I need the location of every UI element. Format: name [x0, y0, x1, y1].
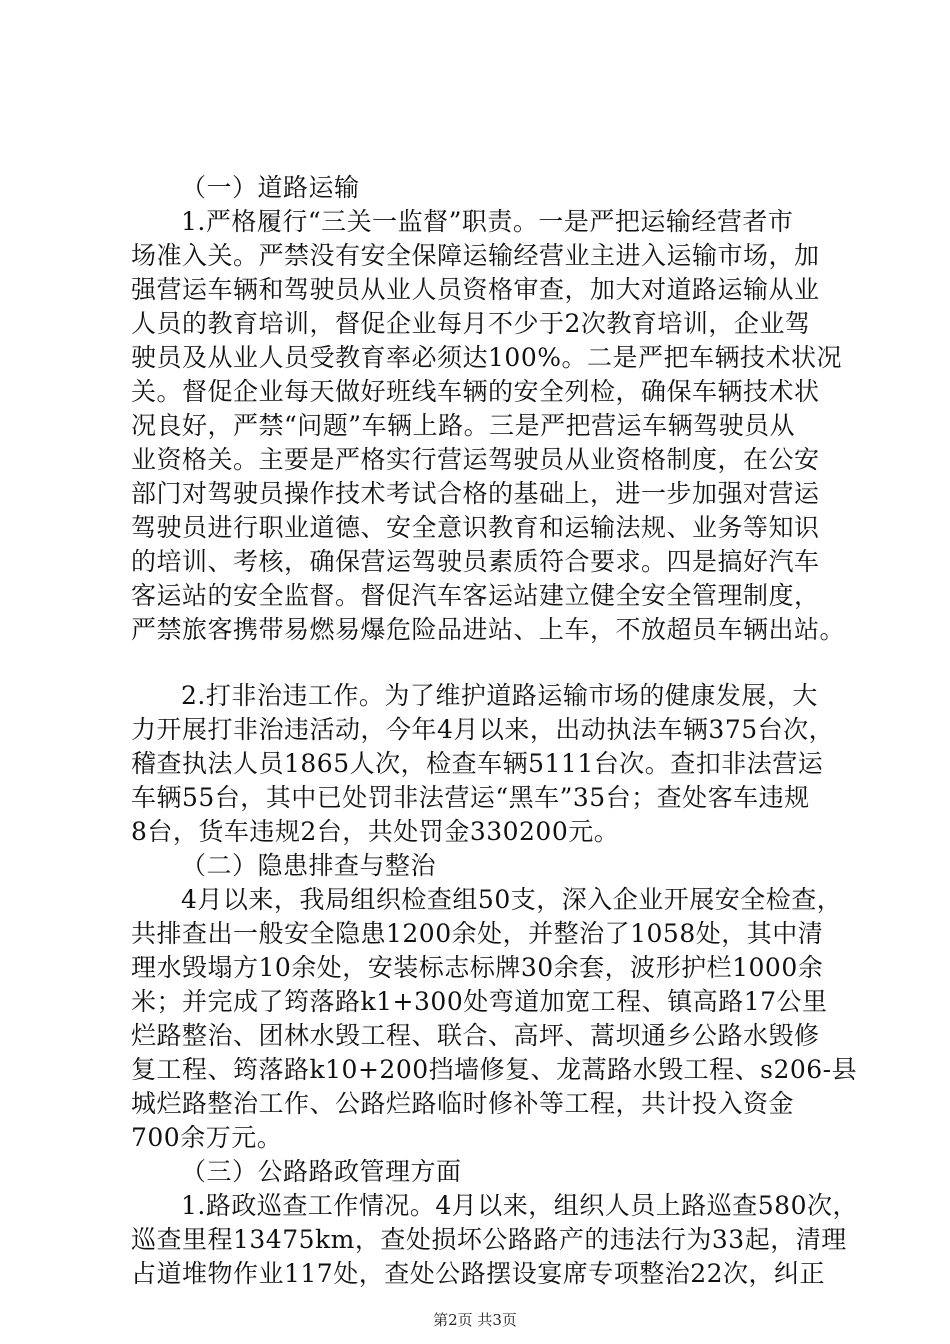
paragraph-line: 稽查执法人员1865人次，检查车辆5111台次。查扣非法营运 — [131, 749, 824, 778]
paragraph-line: 理水毁塌方10余处，安装标志标牌30余套，波形护栏1000余 — [131, 953, 824, 982]
paragraph-line: 部门对驾驶员操作技术考试合格的基础上，进一步加强对营运 — [131, 479, 820, 508]
section-heading-road-transport: （一）道路运输 — [181, 173, 360, 202]
paragraph-line: 强营运车辆和驾驶员从业人员资格审查，加大对道路运输从业 — [131, 275, 820, 304]
section-heading-hazard-inspection: （二）隐患排查与整治 — [181, 851, 437, 880]
paragraph-line: 1.严格履行“三关一监督”职责。一是严把运输经营者市 — [181, 207, 794, 236]
paragraph-line: 驾驶员进行职业道德、安全意识教育和运输法规、业务等知识 — [131, 513, 820, 542]
paragraph-line: 米；并完成了筠落路k1+300处弯道加宽工程、镇高路17公里 — [131, 987, 828, 1016]
paragraph-line: 驶员及从业人员受教育率必须达100%。二是严把车辆技术状况 — [131, 343, 842, 372]
paragraph-line: 烂路整治、团林水毁工程、联合、高坪、蒿坝通乡公路水毁修 — [131, 1021, 820, 1050]
paragraph-line: 况良好，严禁“问题”车辆上路。三是严把营运车辆驾驶员从 — [131, 411, 796, 440]
paragraph-line: 4月以来，我局组织检查组50支，深入企业开展安全检查， — [181, 885, 843, 914]
paragraph-line: 8台，货车违规2台，共处罚金330200元。 — [131, 817, 620, 846]
paragraph-line: 场准入关。严禁没有安全保障运输经营业主进入运输市场，加 — [131, 241, 820, 270]
paragraph-line: 复工程、筠落路k10+200挡墙修复、龙蒿路水毁工程、s206-县 — [131, 1055, 858, 1084]
paragraph-line: 力开展打非治违活动，今年4月以来，出动执法车辆375台次， — [131, 715, 835, 744]
paragraph-line: 1.路政巡查工作情况。4月以来，组织人员上路巡查580次， — [181, 1191, 858, 1220]
paragraph-line: 业资格关。主要是严格实行营运驾驶员从业资格制度，在公安 — [131, 445, 820, 474]
paragraph-line: 严禁旅客携带易燃易爆危险品进站、上车，不放超员车辆出站。 — [131, 615, 846, 644]
paragraph-line: 城烂路整治工作、公路烂路临时修补等工程，共计投入资金 — [131, 1089, 795, 1118]
section-heading-road-administration: （三）公路路政管理方面 — [181, 1157, 462, 1186]
paragraph-line: 2.打非治违工作。为了维护道路运输市场的健康发展，大 — [181, 681, 818, 710]
page-number-footer: 第2页 共3页 — [433, 1311, 517, 1329]
paragraph-line: 客运站的安全监督。督促汽车客运站建立健全安全管理制度， — [131, 581, 820, 610]
paragraph-line: 人员的教育培训，督促企业每月不少于2次教育培训，企业驾 — [131, 309, 811, 338]
paragraph-line: 共排查出一般安全隐患1200余处，并整治了1058处，其中清 — [131, 919, 824, 948]
paragraph-line: 占道堆物作业117处，查处公路摆设宴席专项整治22次，纠正 — [131, 1259, 826, 1288]
paragraph-line: 巡查里程13475km，查处损坏公路路产的违法行为33起，清理 — [131, 1225, 847, 1254]
paragraph-line: 700余万元。 — [131, 1123, 283, 1152]
paragraph-line: 关。督促企业每天做好班线车辆的安全列检，确保车辆技术状 — [131, 377, 820, 406]
paragraph-line: 的培训、考核，确保营运驾驶员素质符合要求。四是搞好汽车 — [131, 547, 820, 576]
paragraph-line: 车辆55台，其中已处罚非法营运“黑车”35台；查处客车违规 — [131, 783, 810, 812]
